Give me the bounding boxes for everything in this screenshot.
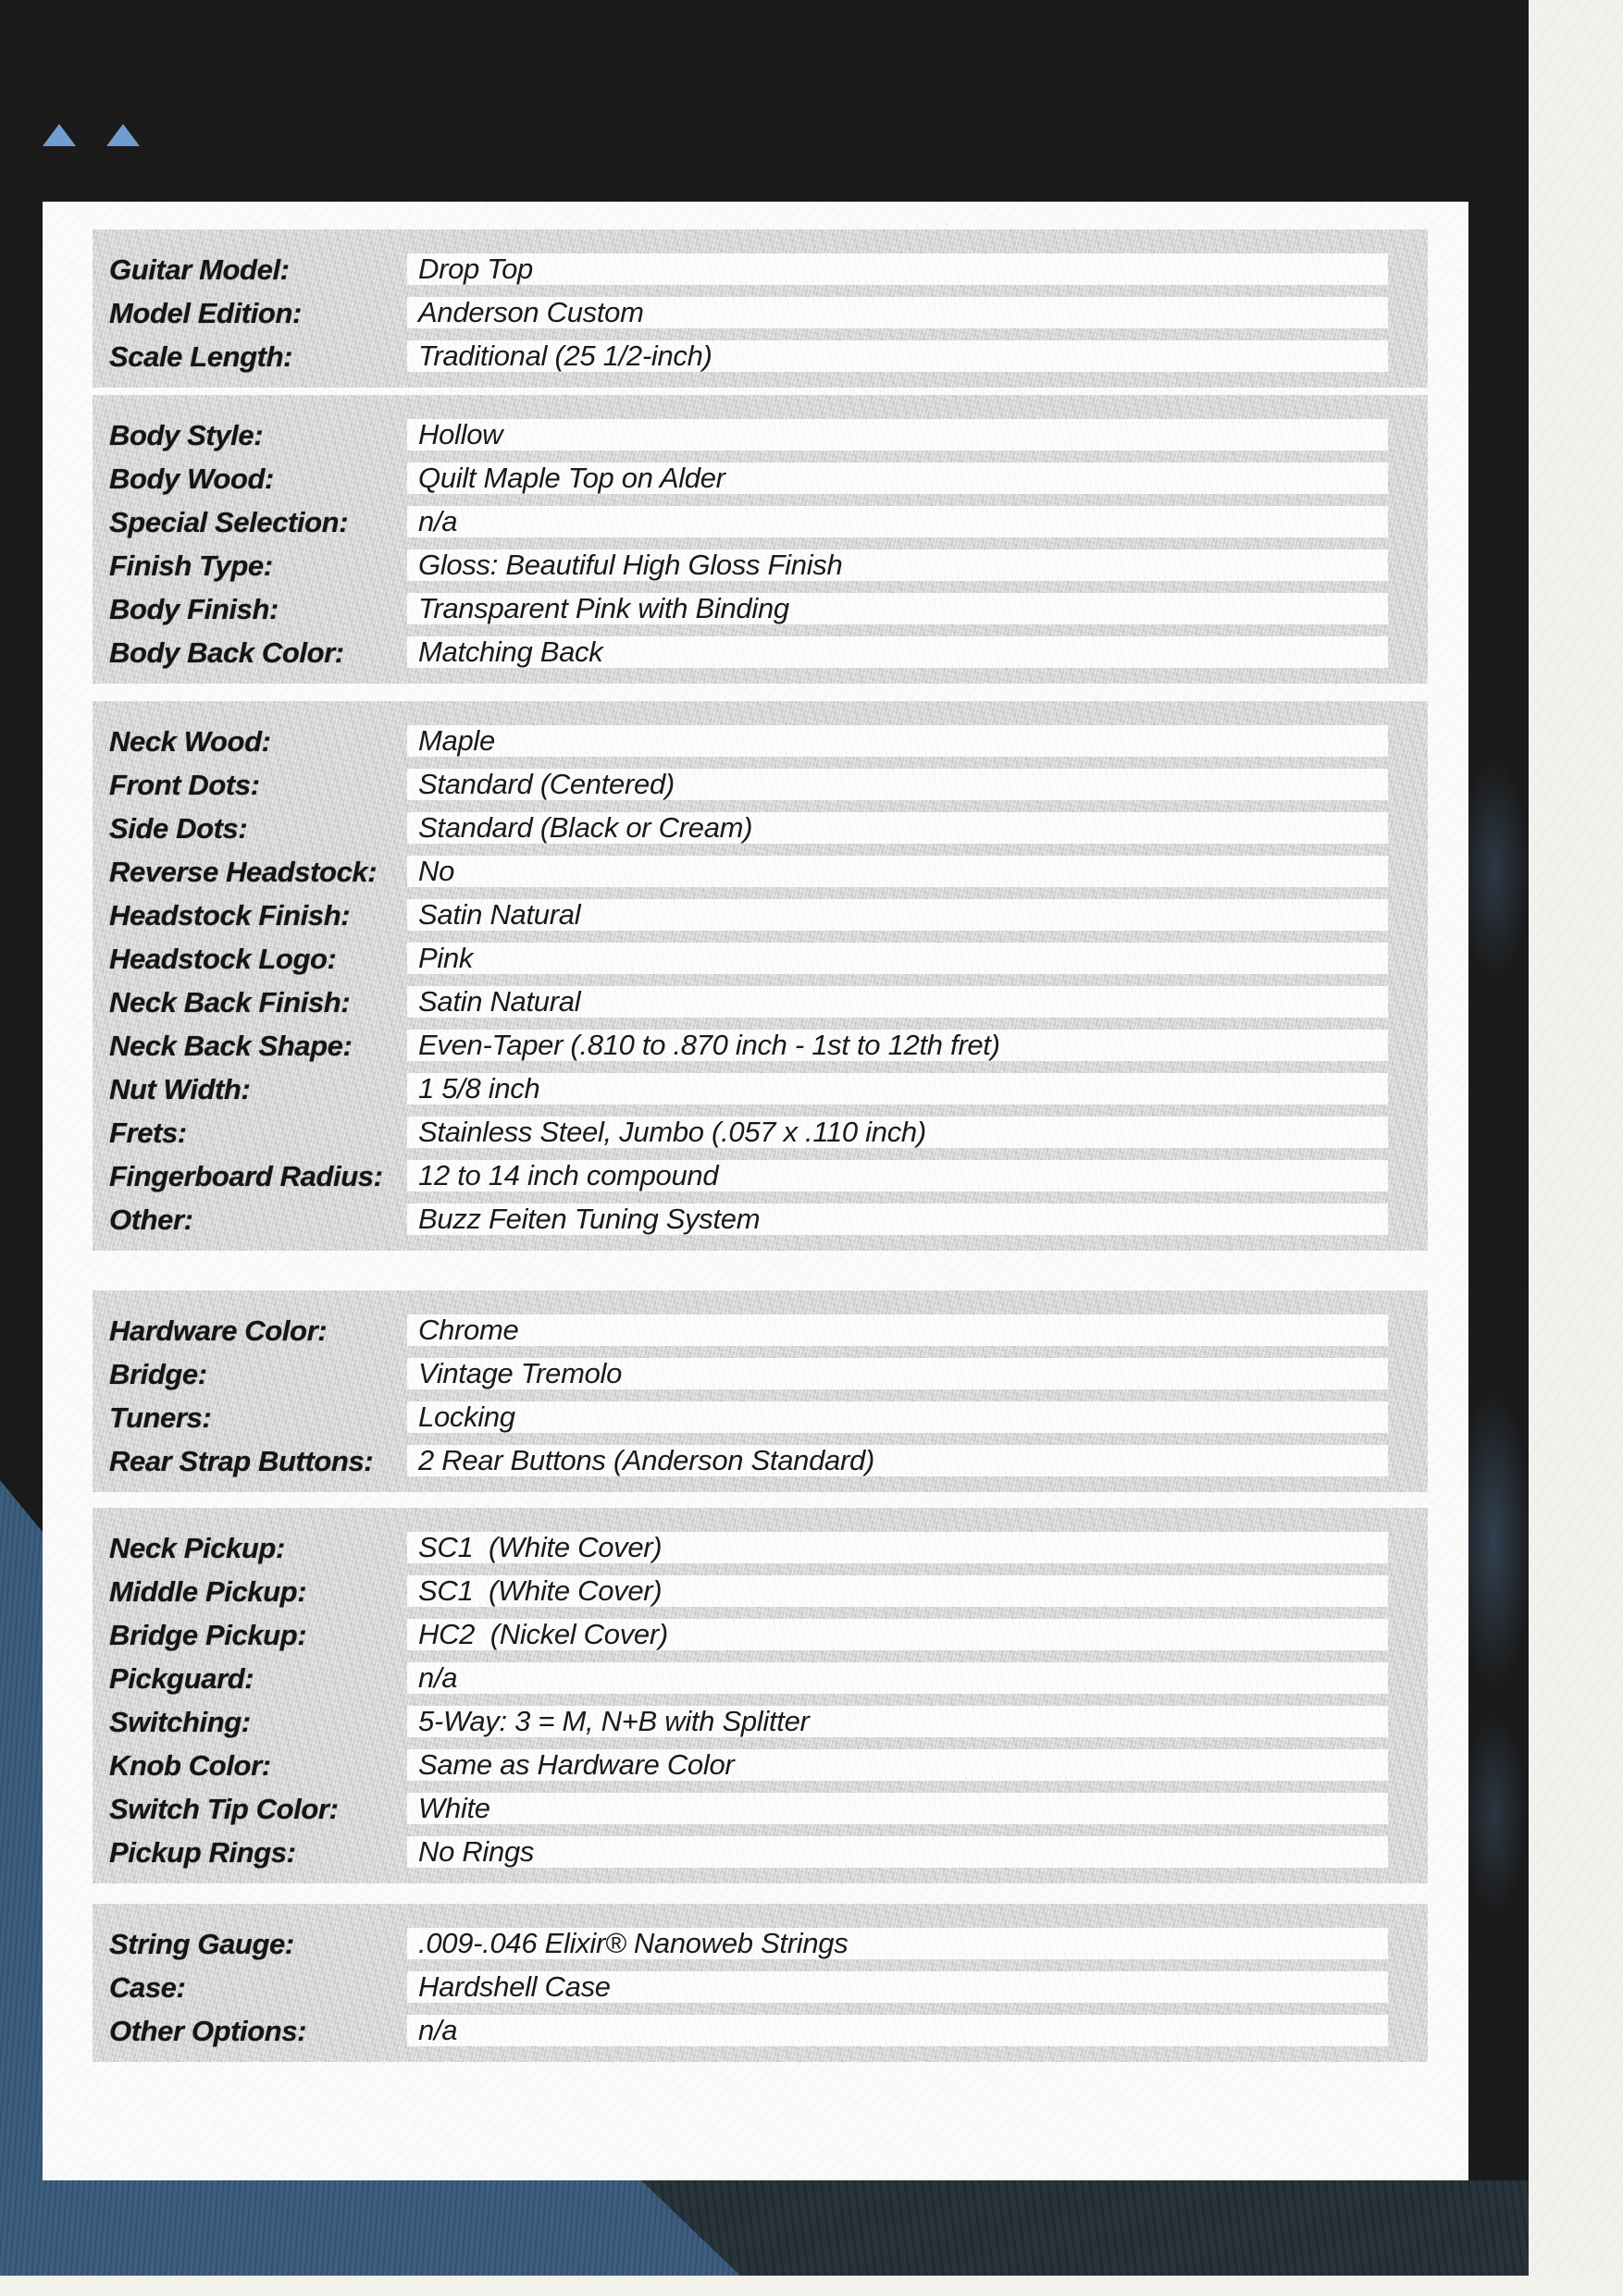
spec-label: Nut Width:	[109, 1072, 251, 1105]
spec-row	[93, 807, 1428, 850]
spec-row	[93, 1309, 1428, 1352]
spec-value-bar	[407, 1073, 1388, 1105]
spec-row	[93, 1922, 1428, 1966]
spec-label: Scale Length:	[109, 339, 293, 373]
spec-label: Bridge:	[109, 1357, 207, 1390]
spec-label: Other:	[109, 1203, 193, 1236]
spec-label: Headstock Finish:	[109, 898, 351, 932]
spec-value: Hollow	[418, 418, 503, 451]
spec-label: Neck Back Shape:	[109, 1029, 353, 1062]
spec-value: 1 5/8 inch	[418, 1072, 540, 1105]
spec-value-bar	[407, 725, 1388, 757]
spec-label: Body Style:	[109, 418, 264, 451]
spec-label: Tuners:	[109, 1401, 212, 1434]
spec-value: Traditional (25 1/2-inch)	[418, 339, 712, 372]
spec-value: Gloss: Beautiful High Gloss Finish	[418, 549, 843, 581]
spec-value: Pink	[418, 942, 474, 974]
spec-row	[93, 937, 1428, 981]
spec-row	[93, 720, 1428, 763]
spec-label: Headstock Logo:	[109, 942, 337, 975]
spec-value: SC1 (White Cover)	[418, 1531, 663, 1563]
spec-section	[93, 701, 1428, 1251]
spec-value-bar	[407, 986, 1388, 1018]
spec-row	[93, 457, 1428, 500]
spec-value-bar	[407, 899, 1388, 931]
spec-row	[93, 1966, 1428, 2009]
spec-row	[93, 1570, 1428, 1613]
spec-value: Quilt Maple Top on Alder	[418, 462, 725, 494]
spec-row	[93, 631, 1428, 674]
spec-label: Pickup Rings:	[109, 1835, 296, 1869]
spec-row	[93, 335, 1428, 378]
spec-label: Body Wood:	[109, 462, 274, 495]
spec-label: Case:	[109, 1970, 186, 2004]
spec-label: Knob Color:	[109, 1748, 271, 1782]
spec-value: No	[418, 855, 455, 887]
spec-value-bar	[407, 1030, 1388, 1061]
spec-value-bar	[407, 1204, 1388, 1235]
spec-value: Transparent Pink with Binding	[418, 592, 789, 624]
spec-value: Satin Natural	[418, 985, 581, 1018]
spec-label: Frets:	[109, 1116, 187, 1149]
bottom-band-blue	[0, 2180, 1529, 2276]
spec-value-bar	[407, 1706, 1388, 1737]
spec-value: Hardshell Case	[418, 1970, 611, 2003]
spec-value: Standard (Black or Cream)	[418, 811, 753, 844]
spec-value-bar	[407, 549, 1388, 581]
spec-row	[93, 850, 1428, 894]
spec-value: n/a	[418, 1661, 458, 1694]
spec-value: Vintage Tremolo	[418, 1357, 623, 1389]
spec-row	[93, 1787, 1428, 1831]
spec-value: HC2 (Nickel Cover)	[418, 1618, 668, 1650]
spec-value-bar	[407, 1836, 1388, 1868]
spec-row	[93, 1744, 1428, 1787]
spec-row	[93, 1526, 1428, 1570]
scanner-margin-right	[1529, 0, 1623, 2296]
spec-row	[93, 894, 1428, 937]
spec-value: n/a	[418, 505, 458, 537]
spec-value: White	[418, 1792, 490, 1824]
spec-value-bar	[407, 297, 1388, 328]
spec-value: SC1 (White Cover)	[418, 1574, 663, 1607]
spec-value-bar	[407, 1401, 1388, 1433]
spec-row	[93, 587, 1428, 631]
spec-row	[93, 1657, 1428, 1700]
spec-label: Neck Back Finish:	[109, 985, 351, 1018]
spec-row	[93, 291, 1428, 335]
spec-row	[93, 1439, 1428, 1483]
spec-value-bar	[407, 1315, 1388, 1346]
spec-row	[93, 763, 1428, 807]
spec-label: Switch Tip Color:	[109, 1792, 339, 1825]
spec-value-bar	[407, 1749, 1388, 1781]
spec-value: Stainless Steel, Jumbo (.057 x .110 inch)	[418, 1116, 926, 1148]
spec-row	[93, 1154, 1428, 1198]
spec-value-bar	[407, 856, 1388, 887]
scanner-margin-bottom	[0, 2276, 1623, 2296]
spec-row	[93, 2009, 1428, 2053]
triangle-up-icon	[106, 124, 140, 146]
spec-value-bar	[407, 812, 1388, 844]
spec-label: Hardware Color:	[109, 1314, 328, 1347]
spec-label: Body Back Color:	[109, 636, 344, 669]
spec-section	[93, 1904, 1428, 2062]
spec-label: Other Options:	[109, 2014, 307, 2047]
spec-label: Bridge Pickup:	[109, 1618, 307, 1651]
spec-value-bar	[407, 1619, 1388, 1650]
spec-value: n/a	[418, 2014, 458, 2046]
spec-label: Pickguard:	[109, 1661, 254, 1695]
spec-section	[93, 1290, 1428, 1492]
bottom-band	[0, 2180, 1529, 2276]
spec-label: Side Dots:	[109, 811, 248, 845]
blue-swirl-decoration	[1458, 759, 1530, 981]
spec-value-bar	[407, 769, 1388, 800]
spec-label: Switching:	[109, 1705, 251, 1738]
spec-label: Fingerboard Radius:	[109, 1159, 383, 1192]
spec-section	[93, 229, 1428, 388]
spec-value: 12 to 14 inch compound	[418, 1159, 719, 1191]
spec-label: Model Edition:	[109, 296, 302, 329]
spec-value-bar	[407, 1160, 1388, 1191]
spec-row	[93, 500, 1428, 544]
spec-value-bar	[407, 1117, 1388, 1148]
spec-value-bar	[407, 1928, 1388, 1959]
triangle-up-icon	[43, 124, 76, 146]
spec-value: Drop Top	[418, 253, 533, 285]
spec-value-bar	[407, 340, 1388, 372]
spec-row	[93, 1831, 1428, 1874]
spec-value-bar	[407, 506, 1388, 537]
spec-value: Standard (Centered)	[418, 768, 675, 800]
spec-label: Front Dots:	[109, 768, 260, 801]
blue-left-edge	[0, 1480, 43, 2180]
black-wedge	[0, 1480, 43, 1532]
spec-row	[93, 1198, 1428, 1241]
spec-value-bar	[407, 636, 1388, 668]
spec-label: String Gauge:	[109, 1927, 294, 1960]
spec-label: Neck Wood:	[109, 724, 271, 758]
spec-value-bar	[407, 1793, 1388, 1824]
spec-value-bar	[407, 943, 1388, 974]
spec-row	[93, 1613, 1428, 1657]
blue-swirl-decoration	[1462, 1711, 1527, 1915]
spec-label: Middle Pickup:	[109, 1574, 307, 1608]
spec-value-bar	[407, 419, 1388, 451]
spec-label: Guitar Model:	[109, 253, 290, 286]
spec-row	[93, 981, 1428, 1024]
spec-value-bar	[407, 1358, 1388, 1389]
spec-value-bar	[407, 463, 1388, 494]
spec-row	[93, 544, 1428, 587]
spec-value: Maple	[418, 724, 495, 757]
spec-label: Body Finish:	[109, 592, 279, 625]
spec-value: Even-Taper (.810 to .870 inch - 1st to 12th fret)	[418, 1029, 1000, 1061]
spec-value-bar	[407, 1532, 1388, 1563]
spec-row	[93, 1068, 1428, 1111]
spec-label: Rear Strap Buttons:	[109, 1444, 374, 1477]
spec-section	[93, 395, 1428, 684]
spec-value: .009-.046 Elixir® Nanoweb Strings	[418, 1927, 849, 1959]
spec-value: 2 Rear Buttons (Anderson Standard)	[418, 1444, 874, 1476]
spec-value: Anderson Custom	[418, 296, 644, 328]
spec-value: Buzz Feiten Tuning System	[418, 1203, 761, 1235]
spec-value-bar	[407, 1575, 1388, 1607]
spec-value: Matching Back	[418, 636, 603, 668]
spec-value-bar	[407, 2015, 1388, 2046]
spec-value-bar	[407, 1971, 1388, 2003]
spec-value: No Rings	[418, 1835, 535, 1868]
spec-value-bar	[407, 1445, 1388, 1476]
spec-label: Neck Pickup:	[109, 1531, 285, 1564]
spec-value-bar	[407, 253, 1388, 285]
spec-row	[93, 1700, 1428, 1744]
spec-section	[93, 1508, 1428, 1883]
spec-value: 5-Way: 3 = M, N+B with Splitter	[418, 1705, 810, 1737]
spec-label: Finish Type:	[109, 549, 273, 582]
spec-row	[93, 1024, 1428, 1068]
spec-label: Special Selection:	[109, 505, 349, 538]
spec-row	[93, 1111, 1428, 1154]
spec-row	[93, 1396, 1428, 1439]
spec-value-bar	[407, 593, 1388, 624]
spec-value: Same as Hardware Color	[418, 1748, 735, 1781]
spec-value: Satin Natural	[418, 898, 581, 931]
spec-label: Reverse Headstock:	[109, 855, 378, 888]
spec-value: Locking	[418, 1401, 515, 1433]
spec-row	[93, 1352, 1428, 1396]
spec-sheet-paper	[43, 202, 1468, 2180]
spec-value-bar	[407, 1662, 1388, 1694]
spec-row	[93, 414, 1428, 457]
spec-value: Chrome	[418, 1314, 519, 1346]
spec-row	[93, 248, 1428, 291]
